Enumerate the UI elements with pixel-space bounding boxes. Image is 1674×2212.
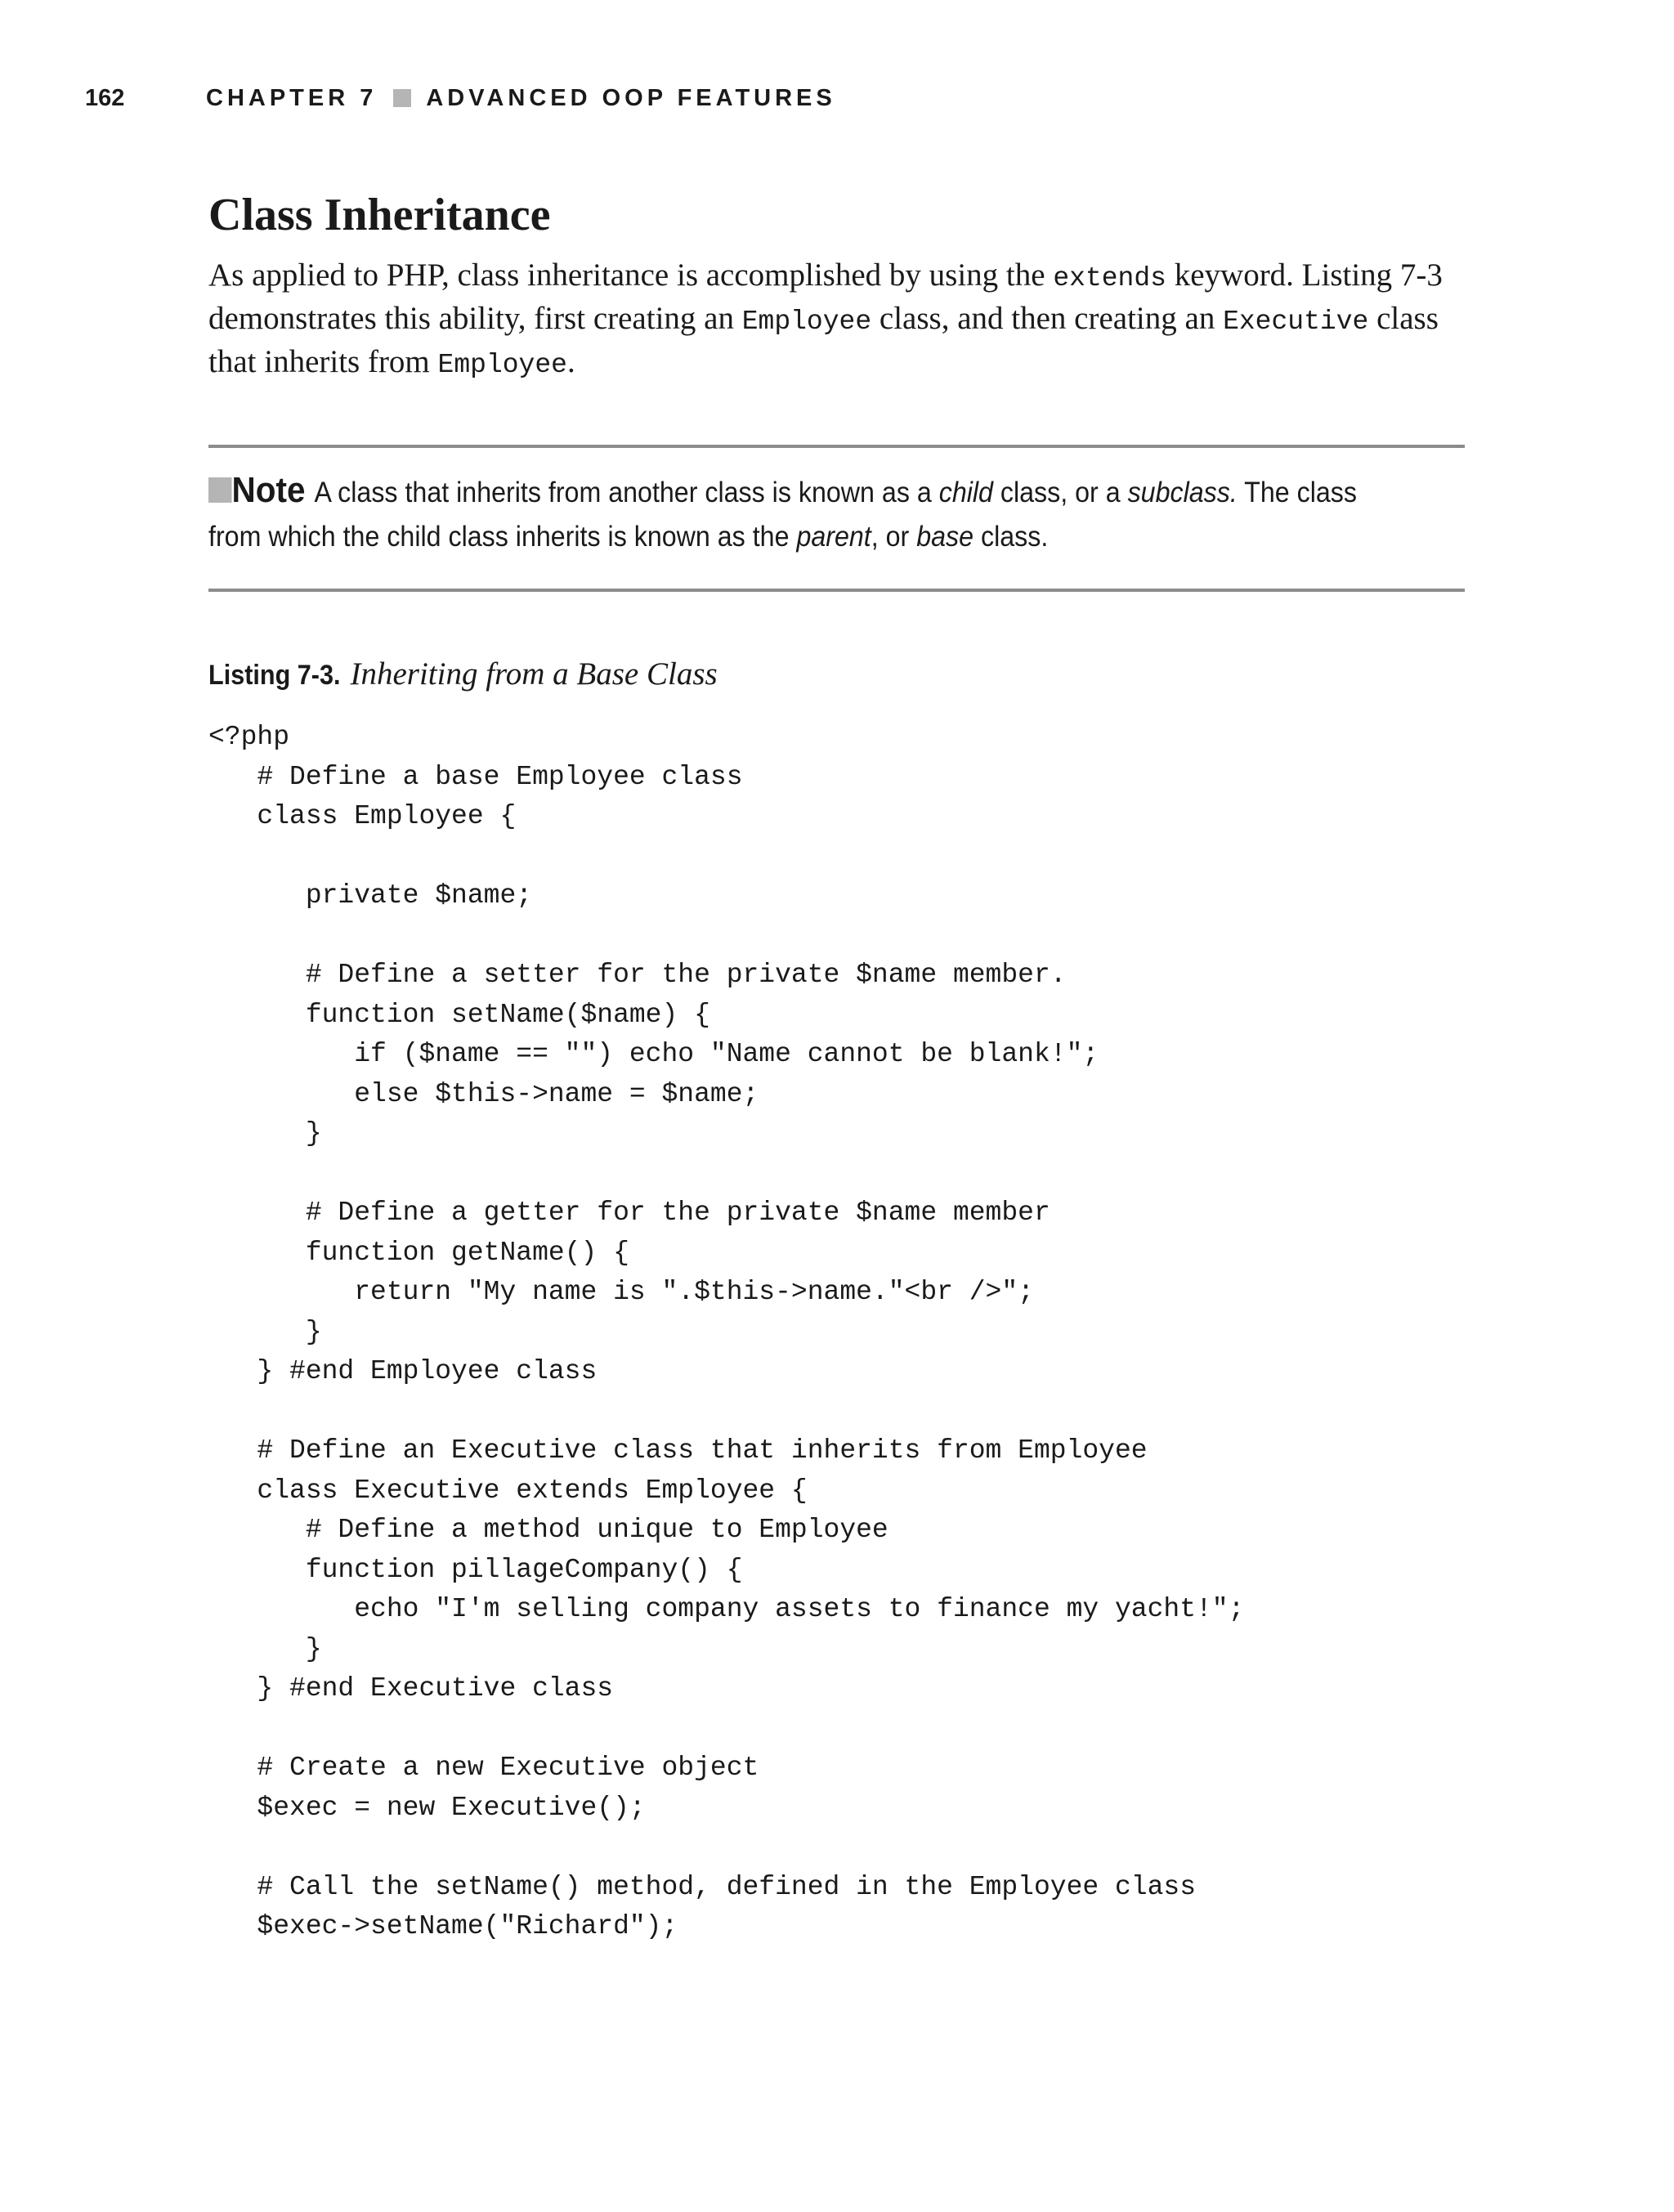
- code-line: class Executive extends Employee {: [208, 1475, 808, 1506]
- code-line: $exec->setName("Richard");: [208, 1911, 678, 1941]
- note-emphasis: subclass.: [1127, 477, 1238, 508]
- listing-label: Listing 7-3.: [208, 660, 341, 691]
- code-line: [208, 1154, 1244, 1194]
- note-text: The class from which the child class inherits is known as the: [208, 477, 1357, 553]
- code-line: [208, 1392, 1244, 1432]
- intro-text: class, and then creating an: [871, 301, 1224, 336]
- code-line: function getName() {: [208, 1237, 629, 1268]
- code-line: # Define a getter for the private $name member: [208, 1198, 1050, 1228]
- chapter-title: ADVANCED OOP FEATURES: [426, 84, 836, 111]
- code-line: $exec = new Executive();: [208, 1792, 646, 1823]
- note-box: [208, 468, 1367, 559]
- intro-text: .: [566, 344, 575, 379]
- code-line: # Define an Executive class that inherits from Employee: [208, 1435, 1148, 1466]
- code-line: else $this->name = $name;: [208, 1078, 759, 1109]
- square-bullet-icon: [393, 89, 411, 107]
- code-line: # Call the setName() method, defined in the Employee class: [208, 1871, 1196, 1902]
- intro-text: As applied to PHP, class inheritance is accomplished by using the: [208, 257, 1054, 293]
- code-line: <?php: [208, 722, 290, 752]
- code-line: }: [208, 1633, 322, 1664]
- code-line: [208, 1709, 1244, 1749]
- code-line: # Define a base Employee class: [208, 761, 743, 792]
- note-square-icon: [208, 477, 232, 503]
- listing-title: Inheriting from a Base Class: [350, 656, 718, 692]
- note-emphasis: child: [938, 477, 993, 508]
- inline-code: Employee: [437, 350, 567, 380]
- intro-text: keyword. Listing 7-3 demonstrates this ability, first creating an: [208, 257, 1443, 336]
- code-listing: [208, 718, 1244, 1947]
- chapter-label: CHAPTER 7: [206, 84, 378, 111]
- code-line: }: [208, 1316, 322, 1347]
- note-text: , or: [871, 521, 917, 553]
- intro-paragraph: [208, 255, 1484, 385]
- code-line: return "My name is ".$this->name."<br />";: [208, 1277, 1034, 1307]
- code-line: # Define a setter for the private $name member.: [208, 960, 1067, 990]
- code-line: if ($name == "") echo "Name cannot be blank!";: [208, 1039, 1099, 1069]
- page-number: 162: [85, 84, 125, 111]
- running-head: [85, 82, 836, 114]
- code-line: [208, 837, 1244, 877]
- code-line: [208, 916, 1244, 956]
- code-line: # Define a method unique to Employee: [208, 1515, 888, 1545]
- inline-code: Executive: [1223, 307, 1369, 337]
- note-text: class.: [974, 521, 1049, 553]
- code-line: function pillageCompany() {: [208, 1554, 743, 1585]
- code-line: echo "I'm selling company assets to finance my yacht!";: [208, 1594, 1245, 1624]
- inline-code: extends: [1053, 263, 1166, 293]
- note-label: Note: [231, 470, 306, 510]
- intro-text: class that inherits from: [208, 301, 1439, 379]
- inline-code: Employee: [741, 307, 872, 337]
- code-line: function setName($name) {: [208, 999, 710, 1030]
- note-text: A class that inherits from another class is known as a: [314, 477, 939, 508]
- code-line: # Create a new Executive object: [208, 1753, 759, 1783]
- section-title: Class Inheritance: [208, 190, 551, 240]
- code-line: } #end Employee class: [208, 1356, 598, 1386]
- note-emphasis: parent: [796, 521, 871, 553]
- code-line: private $name;: [208, 880, 533, 911]
- note-top-rule: [208, 445, 1465, 448]
- listing-caption: [208, 654, 718, 701]
- code-line: [208, 1828, 1244, 1868]
- note-bottom-rule: [208, 589, 1465, 592]
- code-line: class Employee {: [208, 801, 517, 831]
- note-emphasis: base: [916, 521, 974, 553]
- note-text: class, or a: [992, 477, 1128, 508]
- code-line: }: [208, 1118, 322, 1149]
- code-line: } #end Executive class: [208, 1673, 614, 1704]
